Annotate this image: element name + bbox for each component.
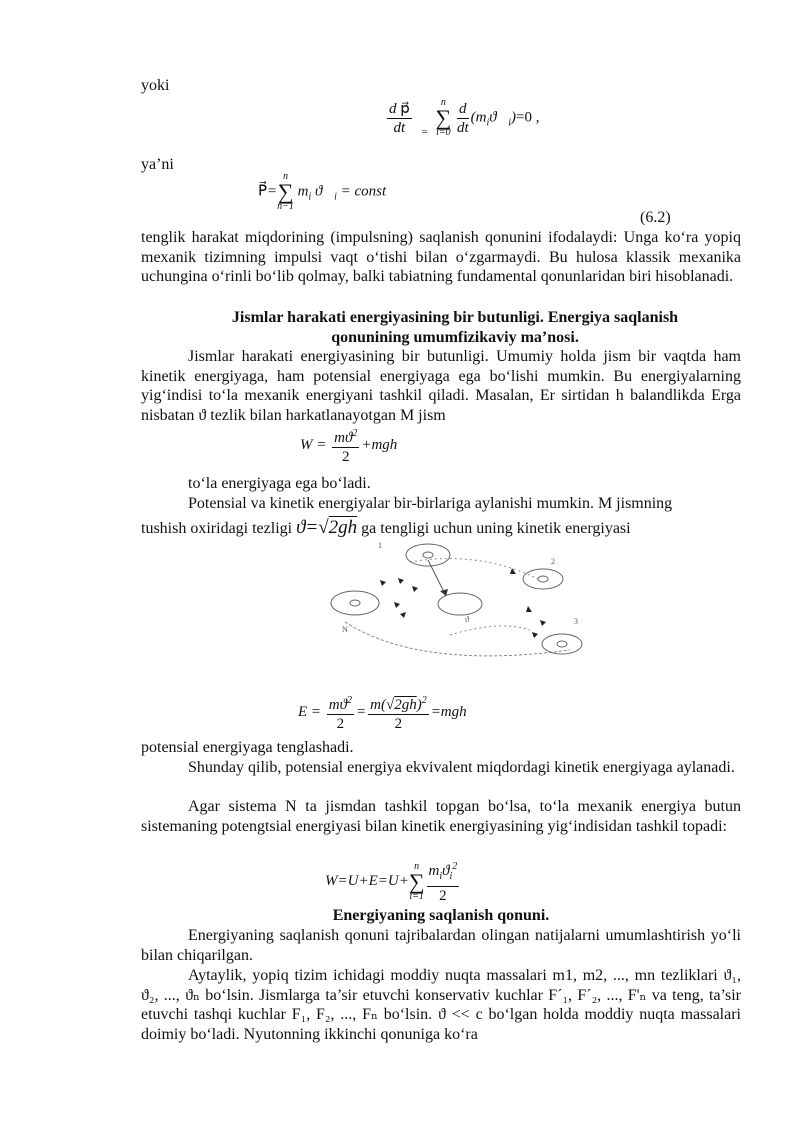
body-1 xyxy=(406,544,450,566)
label-2: 2 xyxy=(551,557,555,566)
text-total-energy: to‘la energiyaga ega bo‘ladi. xyxy=(188,475,371,492)
text-potential-equal: potensial energiyaga tenglashadi. xyxy=(141,739,354,756)
label-v: ϑ xyxy=(465,615,469,624)
body-2 xyxy=(523,569,563,589)
body-moving xyxy=(438,593,482,615)
body-3 xyxy=(542,634,582,654)
equation-momentum-derivative: $\frac{\text{d p⃗}}{dt}$ $_=$ n ∑ i=0 $\frac{d}{dt}$ $(m_iϑ⃗_i)=0$ , xyxy=(389,97,540,139)
equation-number: (6.2) xyxy=(640,209,671,226)
body-N xyxy=(331,591,379,615)
paragraph-closed-system: Aytaylik, yopiq tizim ichidagi moddiy nuqta massalari m1, m2, ..., mn tezliklari ϑ₁, ϑ₂, ..., ϑₙ bo‘lsin. Jismlarga ta’sir etuvchi konservativ kuchlar F´₁, F´₂, ..., F'ₙ va teng, ta’sir etuvchi tashqi kuchlar F₁, F₂, ..., Fₙ bo‘lsin. ϑ << c bo‘lgan holda moddiy nuqta massalari doimiy bo‘ladi. Nyutonning ikkinchi qonuniga ko‘ra xyxy=(141,967,741,1043)
paragraph-conservation-origin: Energiyaning saqlanish qonuni tajribalardan olingan natijalarni umumlashtirish yo‘li bilan chiqarilgan. xyxy=(141,927,741,964)
equation-system-energy: W=U+E=U+ n ∑ i=1 $\frac{m_iϑ_i^2}{2}$ xyxy=(325,858,461,905)
label-1: 1 xyxy=(378,541,382,550)
paragraph-energy-unity: Jismlar harakati energiyasining bir butunligi. Umumiy holda jism bir vaqtda ham kinetik energiyaga, ham potensial energiyaga ega bo‘lishi mumkin. Bu energiyalarning yig‘indisi to‘la mexanik energiyani tashkil qiladi. Masalan, Er sirtidan h balandlikda Erga nisbatan ϑ tezlik bilan harkatlanayotgan M jism xyxy=(141,348,741,424)
bodies-diagram xyxy=(300,540,620,670)
text-fall-speed-pre: tushish oxiridagi tezligi xyxy=(141,520,293,537)
equation-fall-speed: ϑ=√2gh xyxy=(296,517,358,538)
label-N: N xyxy=(342,625,348,634)
equation-kinetic-energy: E = $\frac{mϑ^2}{2}$ = $\frac{m(√2gh)^2}{2}$ =mgh xyxy=(298,692,467,733)
text-yani: ya’ni xyxy=(141,156,174,173)
heading-energy-conservation: Energiyaning saqlanish qonuni. xyxy=(332,907,550,924)
paragraph-equivalence: Shunday qilib, potensial energiya ekvivalent miqdordagi kinetik energiyaga aylanadi. xyxy=(188,759,735,776)
equation-total-energy: W = $\frac{mϑ^2}{2}$ +mgh xyxy=(300,425,397,466)
paragraph-system-energy: Agar sistema N ta jismdan tashkil topgan bo‘lsa, to‘la mexanik energiya butun sistemaning potengtsial energiyasi bilan kinetik energiyasining yig‘indisidan tashkil topadi: xyxy=(141,798,741,835)
text-yoki: yoki xyxy=(141,77,170,94)
paragraph-conversion: Potensial va kinetik energiyalar bir-birlariga aylanishi mumkin. M jismning xyxy=(188,495,673,512)
equation-momentum-const: P⃗= n ∑ n−1 $m_i$ $ϑ⃗_i$ = const xyxy=(258,171,387,212)
paragraph-fall-speed xyxy=(141,518,741,539)
text-fall-speed-post: ga tengligi uchun uning kinetik energiyasi xyxy=(361,520,631,537)
heading-energy-unity: Jismlar harakati energiyasining bir butunligi. Energiya saqlanish qonunining umumfizikaviy ma’nosi. xyxy=(231,309,679,346)
paragraph-momentum-law: tenglik harakat miqdorining (impulsning) saqlanish qonunini ifodalaydi: Unga ko‘ra yopiq mexanik tizimning impulsi vaqt o‘tishi bilan o‘zgarmaydi. Bu hulosa klassik mexanika uchungina o‘rinli bo‘lib qolmay, balki tabiatning fundamental qonunlaridan biri hisoblanadi. xyxy=(141,229,741,286)
label-3: 3 xyxy=(574,617,578,626)
